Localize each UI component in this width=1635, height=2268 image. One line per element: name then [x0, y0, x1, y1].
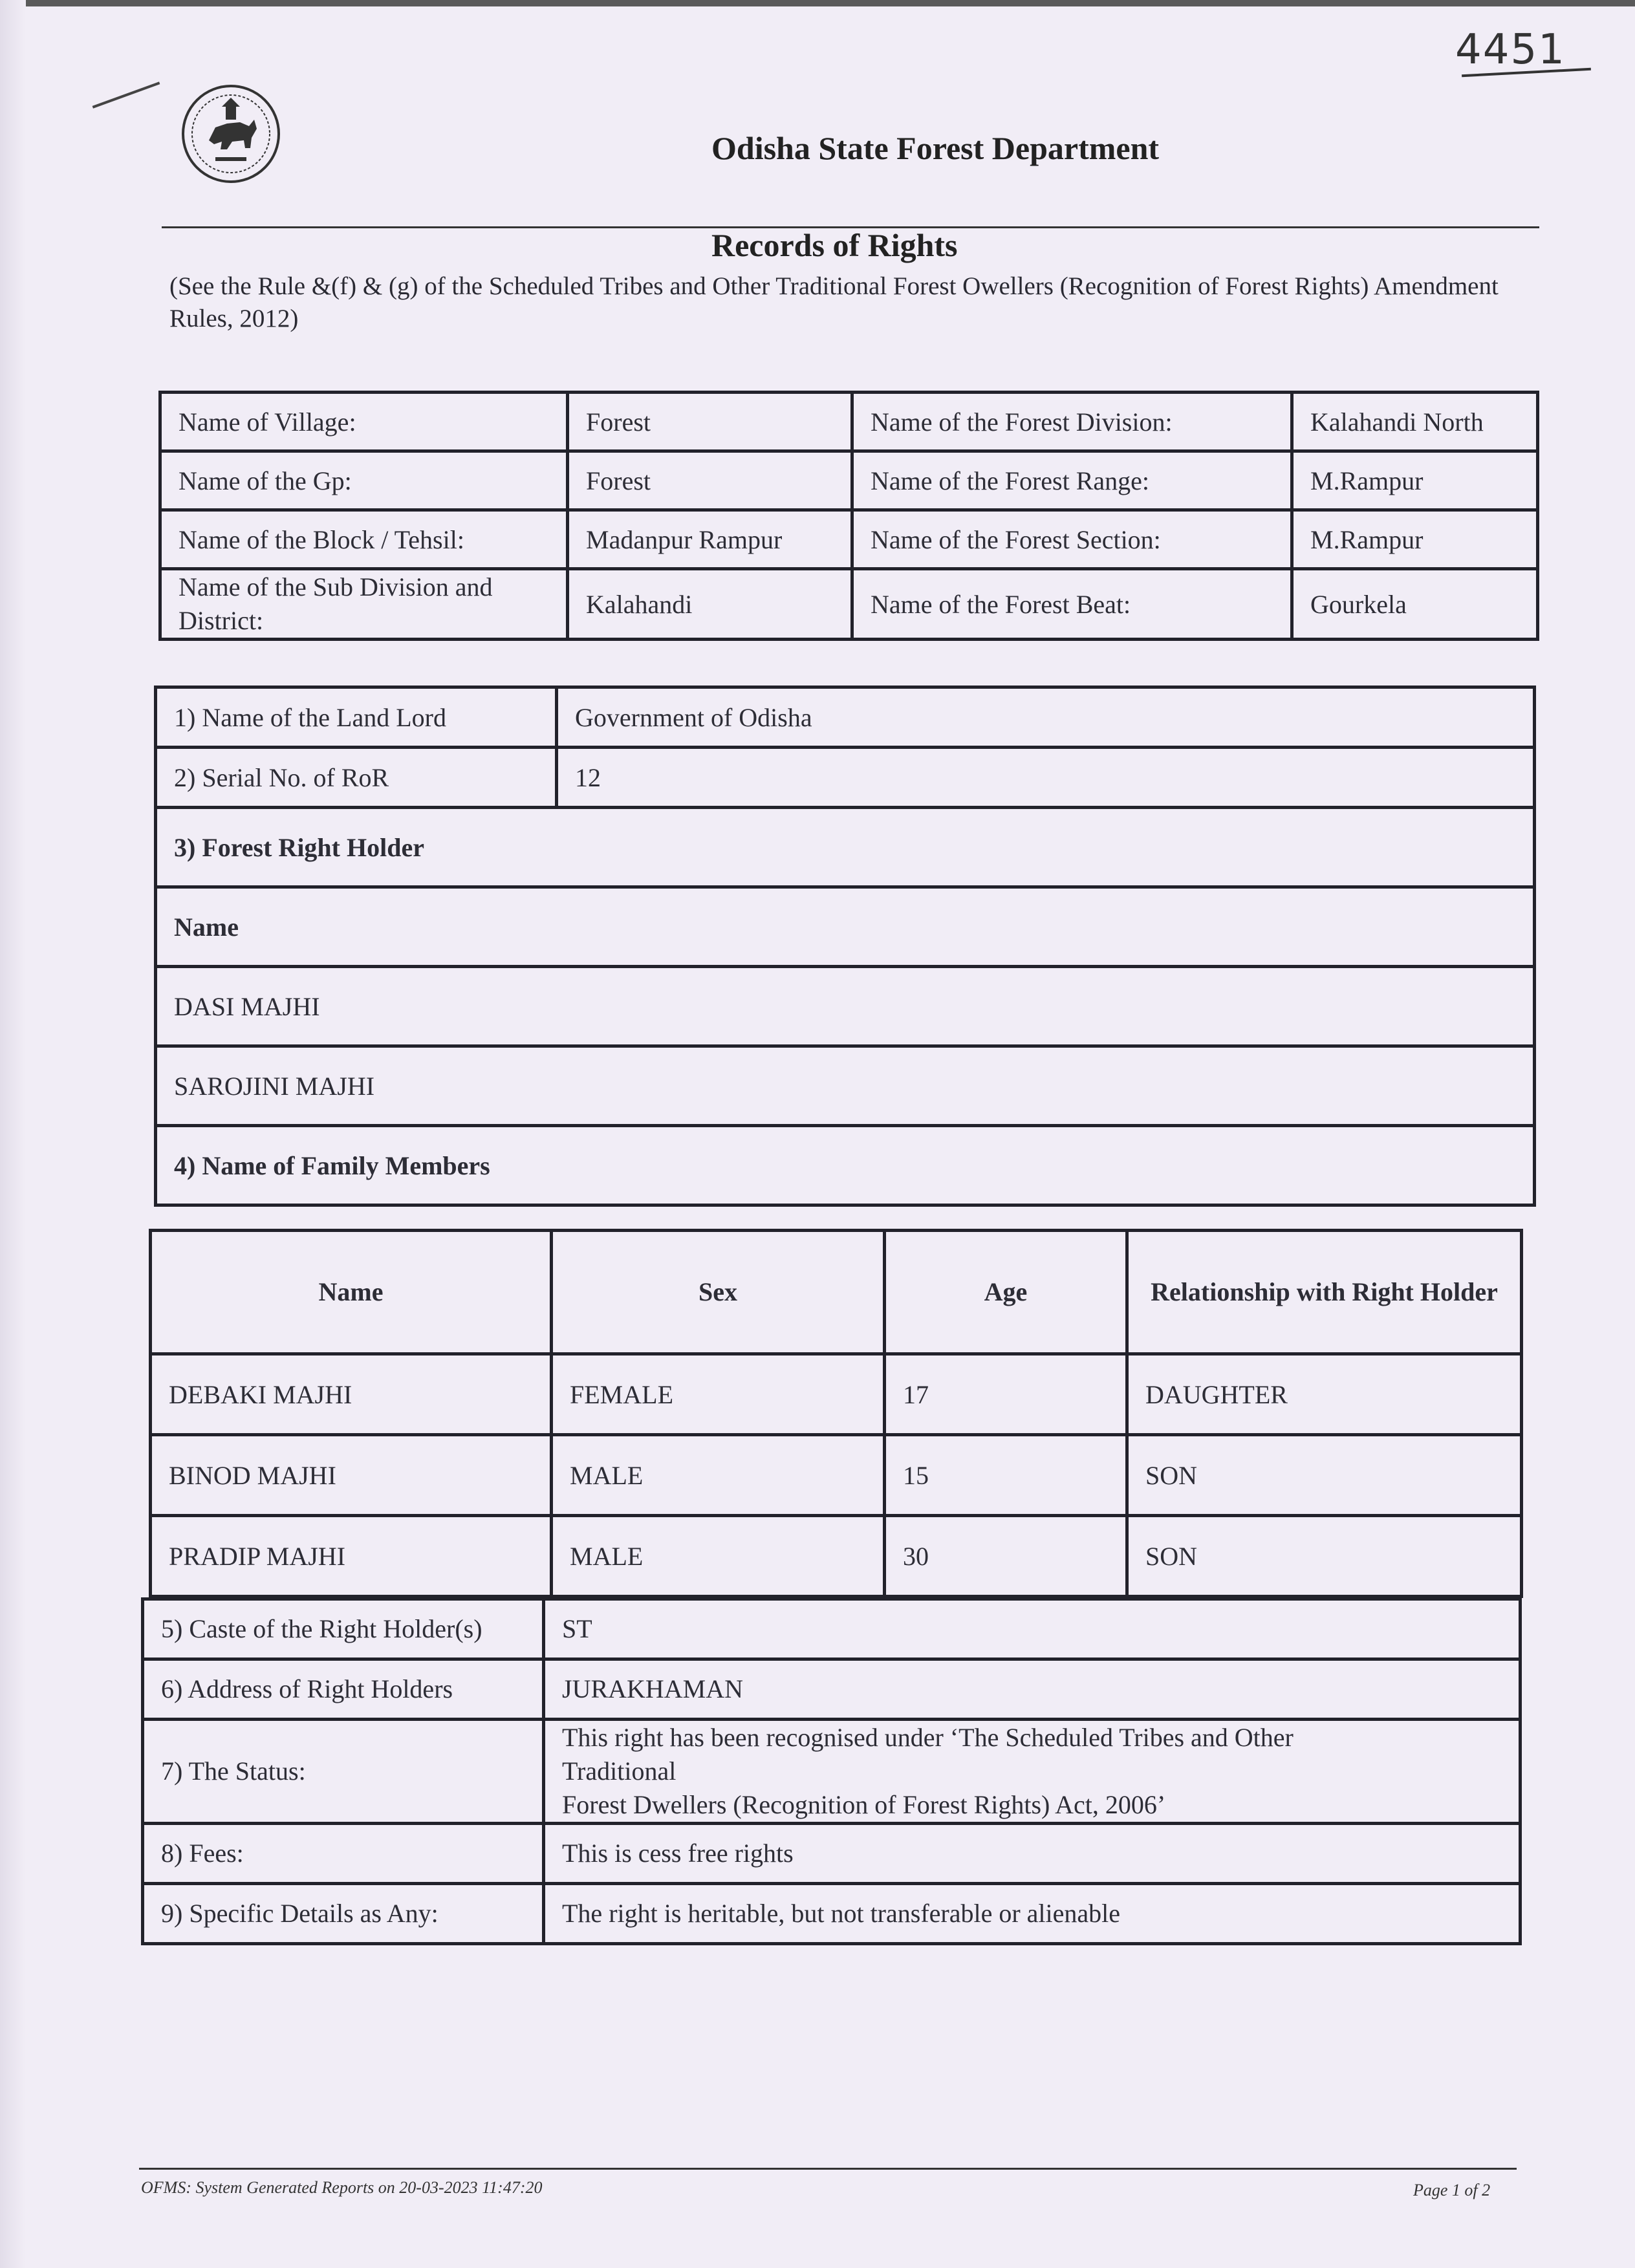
family-name: BINOD MAJHI: [151, 1435, 552, 1516]
address-label: 6) Address of Right Holders: [143, 1659, 544, 1720]
holder-heading: 3) Forest Right Holder: [156, 808, 1535, 887]
family-heading-row: [156, 1126, 1535, 1205]
footer-divider: [139, 2168, 1517, 2170]
pen-mark: [92, 81, 160, 108]
document-subtitle: (See the Rule &(f) & (g) of the Scheduled Tribes and Other Traditional Forest Owellers (Recognition of Forest Rights) Amendment Rules, 2012): [169, 272, 1499, 332]
status-line: Traditional: [562, 1756, 677, 1786]
status-label: 7) The Status:: [143, 1720, 544, 1824]
holder-row: [156, 1046, 1535, 1126]
location-value: Madanpur Rampur: [568, 510, 852, 569]
status-line: This right has been recognised under ‘The Scheduled Tribes and Other: [562, 1723, 1294, 1752]
location-value: Gourkela: [1292, 569, 1538, 640]
serial-value: 12: [557, 748, 1535, 808]
family-relation: SON: [1127, 1516, 1522, 1597]
location-label: Name of Village:: [160, 393, 568, 451]
specific-value: The right is heritable, but not transferable or alienable: [544, 1884, 1521, 1944]
handwritten-number: 4451: [1455, 26, 1566, 74]
location-value: M.Rampur: [1292, 510, 1538, 569]
status-row: [143, 1720, 1521, 1824]
family-age: 30: [885, 1516, 1127, 1597]
land-lord-row: [156, 687, 1535, 748]
location-row: [160, 393, 1538, 451]
family-relation: SON: [1127, 1435, 1522, 1516]
holder-name: SAROJINI MAJHI: [156, 1046, 1535, 1126]
family-header-row: [151, 1231, 1522, 1354]
footer-generated-text: OFMS: System Generated Reports on 20-03-2023 11:47:20: [141, 2178, 543, 2197]
holder-heading-row: [156, 808, 1535, 887]
family-header-sex: Sex: [552, 1231, 885, 1354]
land-lord-value: Government of Odisha: [557, 687, 1535, 748]
specific-row: [143, 1884, 1521, 1944]
status-value: [544, 1720, 1521, 1824]
location-value: Forest: [568, 393, 852, 451]
address-value: JURAKHAMAN: [544, 1659, 1521, 1720]
department-title: Odisha State Forest Department: [711, 130, 1160, 166]
page-number: Page 1 of 2: [1413, 2181, 1491, 2199]
location-row: [160, 451, 1538, 510]
location-label: Name of the Forest Division:: [852, 393, 1292, 451]
family-sex: FEMALE: [552, 1354, 885, 1435]
fees-label: 8) Fees:: [143, 1824, 544, 1884]
family-age: 15: [885, 1435, 1127, 1516]
location-label: Name of the Forest Range:: [852, 451, 1292, 510]
family-table: [149, 1229, 1523, 1598]
family-sex: MALE: [552, 1435, 885, 1516]
family-age: 17: [885, 1354, 1127, 1435]
location-label: Name of the Gp:: [160, 451, 568, 510]
family-row: [151, 1516, 1522, 1597]
location-value: M.Rampur: [1292, 451, 1538, 510]
family-header-age: Age: [885, 1231, 1127, 1354]
location-value: Kalahandi North: [1292, 393, 1538, 451]
page-left-shadow: [0, 0, 26, 2268]
holder-name: DASI MAJHI: [156, 967, 1535, 1046]
family-name: PRADIP MAJHI: [151, 1516, 552, 1597]
family-header-relationship: Relationship with Right Holder: [1127, 1231, 1522, 1354]
record-table: [154, 686, 1536, 1207]
document-title: Records of Rights: [711, 227, 958, 263]
location-value: Forest: [568, 451, 852, 510]
family-sex: MALE: [552, 1516, 885, 1597]
location-table: [158, 391, 1539, 641]
address-row: [143, 1659, 1521, 1720]
page-top-edge: [0, 0, 1635, 6]
holder-name-heading: Name: [156, 887, 1535, 967]
land-lord-label: 1) Name of the Land Lord: [156, 687, 557, 748]
location-value: Kalahandi: [568, 569, 852, 640]
location-label: Name of the Block / Tehsil:: [160, 510, 568, 569]
odisha-emblem-icon: [178, 81, 285, 188]
location-row: [160, 510, 1538, 569]
family-row: [151, 1354, 1522, 1435]
location-label: Name of the Forest Beat:: [852, 569, 1292, 640]
caste-value: ST: [544, 1599, 1521, 1659]
holder-row: [156, 967, 1535, 1046]
details-table: [141, 1597, 1522, 1945]
caste-row: [143, 1599, 1521, 1659]
status-line: Forest Dwellers (Recognition of Forest Rights) Act, 2006’: [562, 1790, 1166, 1819]
holder-name-heading-row: [156, 887, 1535, 967]
specific-label: 9) Specific Details as Any:: [143, 1884, 544, 1944]
fees-value: This is cess free rights: [544, 1824, 1521, 1884]
location-label: Name of the Sub Division and District:: [160, 569, 568, 640]
family-header-name: Name: [151, 1231, 552, 1354]
family-relation: DAUGHTER: [1127, 1354, 1522, 1435]
family-row: [151, 1435, 1522, 1516]
serial-label: 2) Serial No. of RoR: [156, 748, 557, 808]
fees-row: [143, 1824, 1521, 1884]
serial-row: [156, 748, 1535, 808]
family-heading: 4) Name of Family Members: [156, 1126, 1535, 1205]
caste-label: 5) Caste of the Right Holder(s): [143, 1599, 544, 1659]
family-name: DEBAKI MAJHI: [151, 1354, 552, 1435]
location-row: [160, 569, 1538, 640]
location-label: Name of the Forest Section:: [852, 510, 1292, 569]
